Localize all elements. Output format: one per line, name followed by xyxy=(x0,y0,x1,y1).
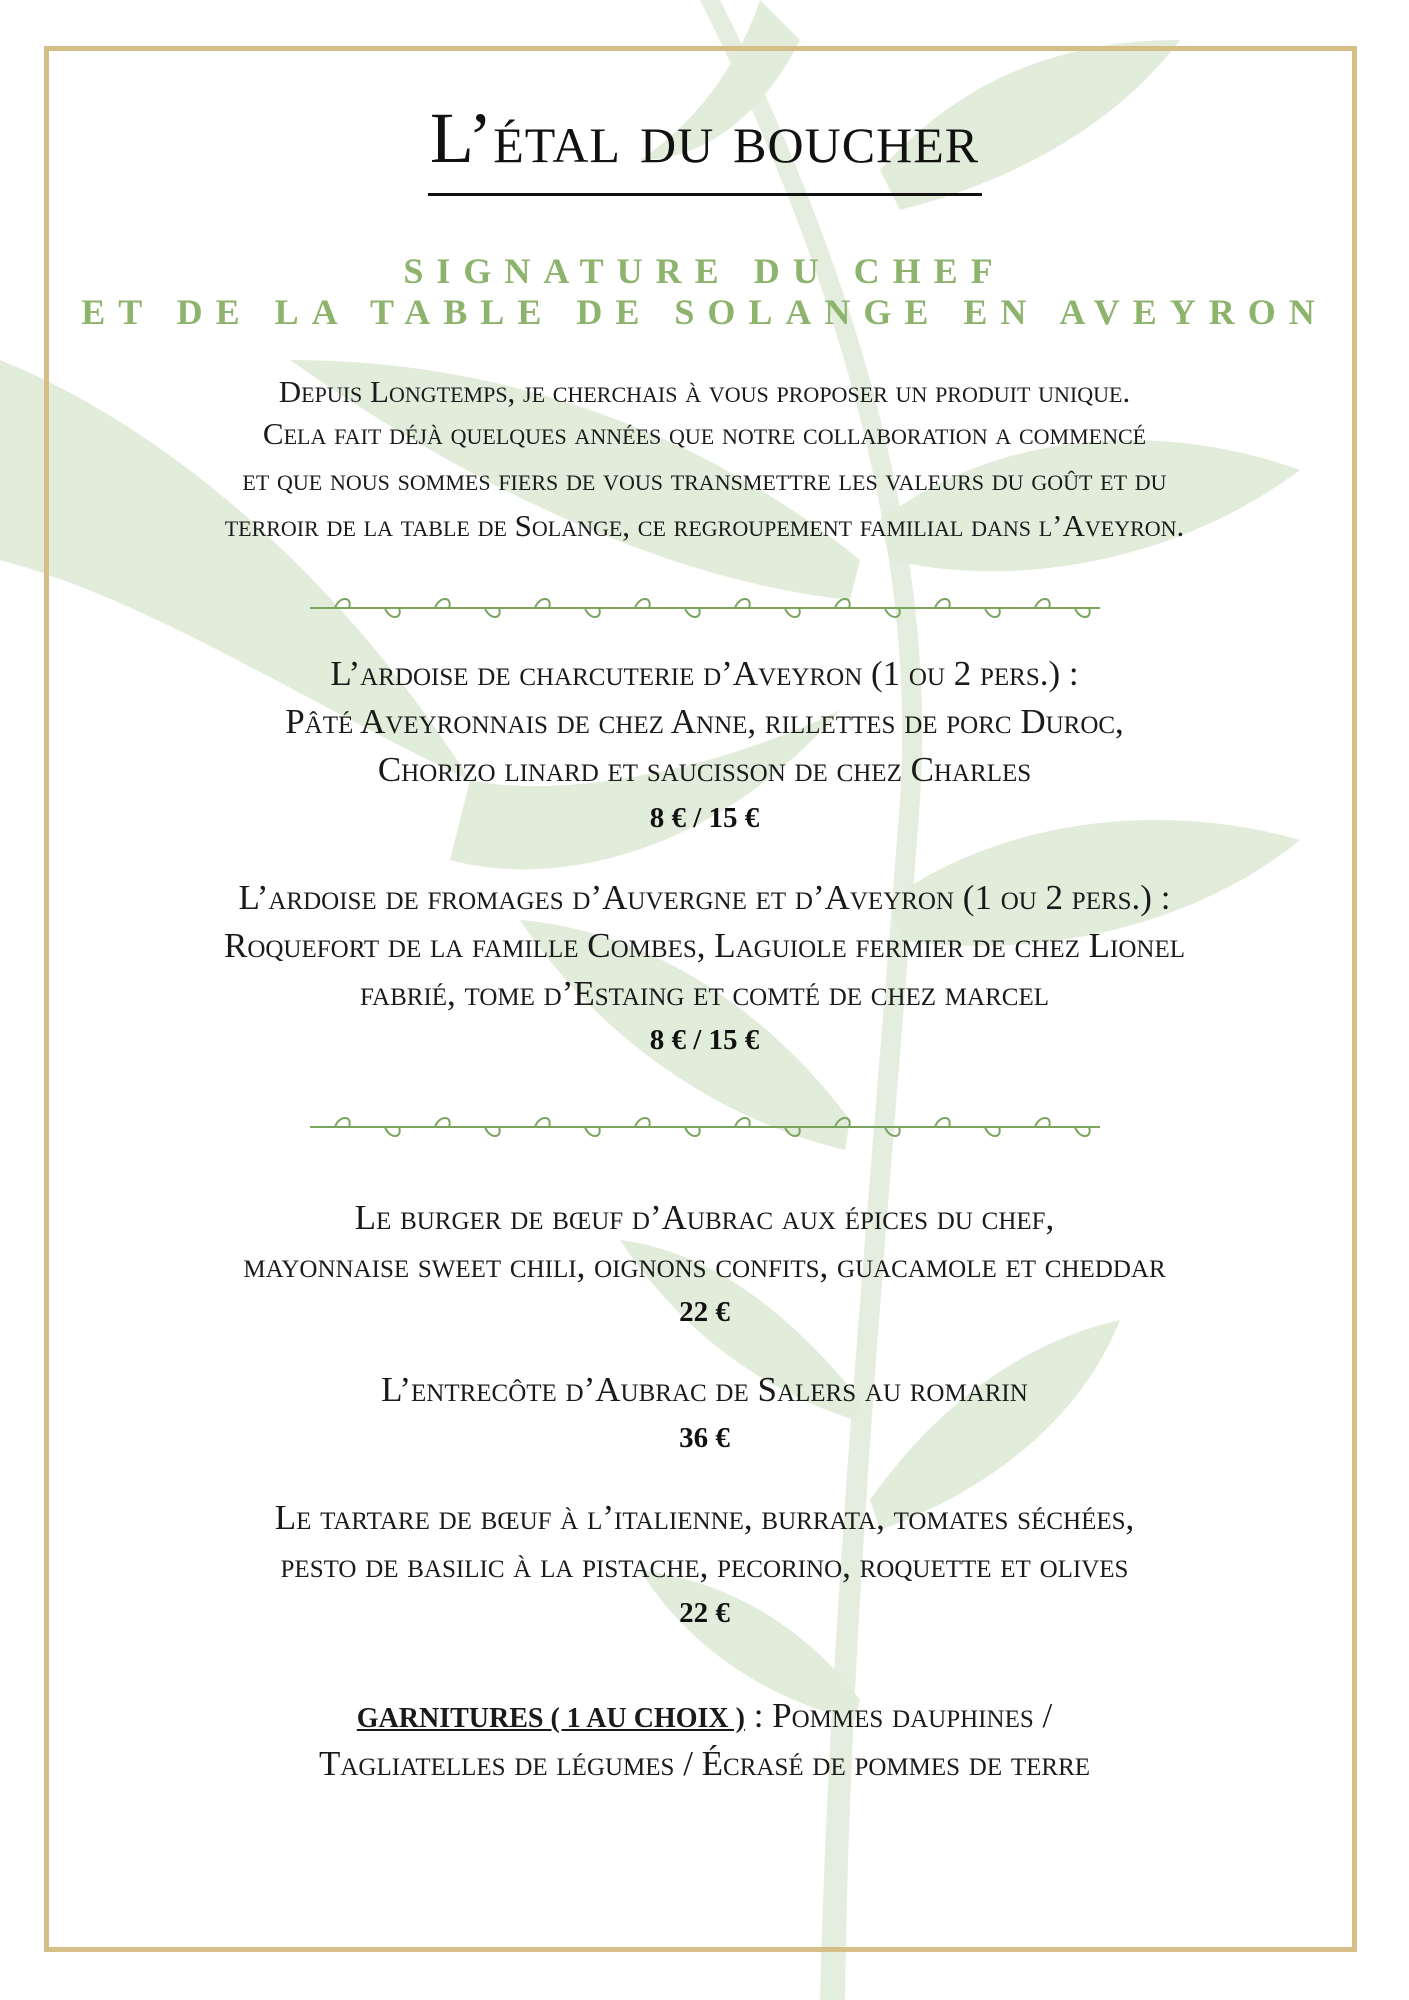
fromages-line-1: L’ardoise de fromages d’Auvergne et d’Aveyron (1 ou 2 pers.) : xyxy=(238,878,1171,917)
intro-line-4: terroir de la table de Solange, ce regroupement familial dans l’Aveyron. xyxy=(224,508,1185,543)
charcuterie-line-1: L’ardoise de charcuterie d’Aveyron (1 ou 2 pers.) : xyxy=(330,654,1079,693)
title-underline-rule xyxy=(428,193,982,196)
tartare-price: 22 € xyxy=(679,1597,730,1629)
tartare-line-1: Le tartare de bœuf à l’italienne, burrata, tomates séchées, xyxy=(274,1498,1135,1537)
vine-divider-icon xyxy=(310,1110,1100,1144)
intro-line-2: Cela fait déjà quelques années que notre collaboration a commencé xyxy=(262,416,1147,451)
vine-divider-icon xyxy=(310,591,1100,625)
garnitures-line-1 xyxy=(0,1692,1409,1743)
charcuterie-price: 8 € / 15 € xyxy=(649,802,760,834)
garnitures-line-2: Tagliatelles de légumes / Écrasé de pommes de terre xyxy=(318,1744,1091,1783)
charcuterie-line-2: Pâté Aveyronnais de chez Anne, rillettes de porc Duroc, xyxy=(285,702,1124,741)
burger-price: 22 € xyxy=(679,1296,730,1328)
subtitle-line-2: ET DE LA TABLE DE SOLANGE EN AVEYRON xyxy=(81,292,1328,332)
tartare-line-2: pesto de basilic à la pistache, pecorino, roquette et olives xyxy=(280,1546,1129,1585)
page-title: L’étal du boucher xyxy=(429,98,980,178)
entrecote-price: 36 € xyxy=(679,1422,730,1454)
burger-line-2: mayonnaise sweet chili, oignons confits, guacamole et cheddar xyxy=(243,1246,1166,1285)
garnitures-label: GARNITURES ( 1 AU CHOIX ) xyxy=(356,1703,745,1734)
garnitures-options-1: : Pommes dauphines / xyxy=(744,1696,1053,1735)
burger-line-1: Le burger de bœuf d’Aubrac aux épices du chef, xyxy=(354,1198,1055,1237)
intro-line-3: et que nous sommes fiers de vous transmettre les valeurs du goût et du xyxy=(242,462,1167,497)
subtitle-line-1: SIGNATURE DU CHEF xyxy=(403,251,1006,291)
charcuterie-line-3: Chorizo linard et saucisson de chez Charles xyxy=(377,750,1032,789)
intro-line-1: Depuis Longtemps, je cherchais à vous proposer un produit unique. xyxy=(278,374,1131,409)
fromages-price: 8 € / 15 € xyxy=(649,1024,760,1056)
entrecote-line-1: L’entrecôte d’Aubrac de Salers au romarin xyxy=(381,1370,1028,1409)
fromages-line-2: Roquefort de la famille Combes, Laguiole fermier de chez Lionel xyxy=(223,926,1186,965)
fromages-line-3: fabrié, tome d’Estaing et comté de chez marcel xyxy=(360,974,1049,1013)
